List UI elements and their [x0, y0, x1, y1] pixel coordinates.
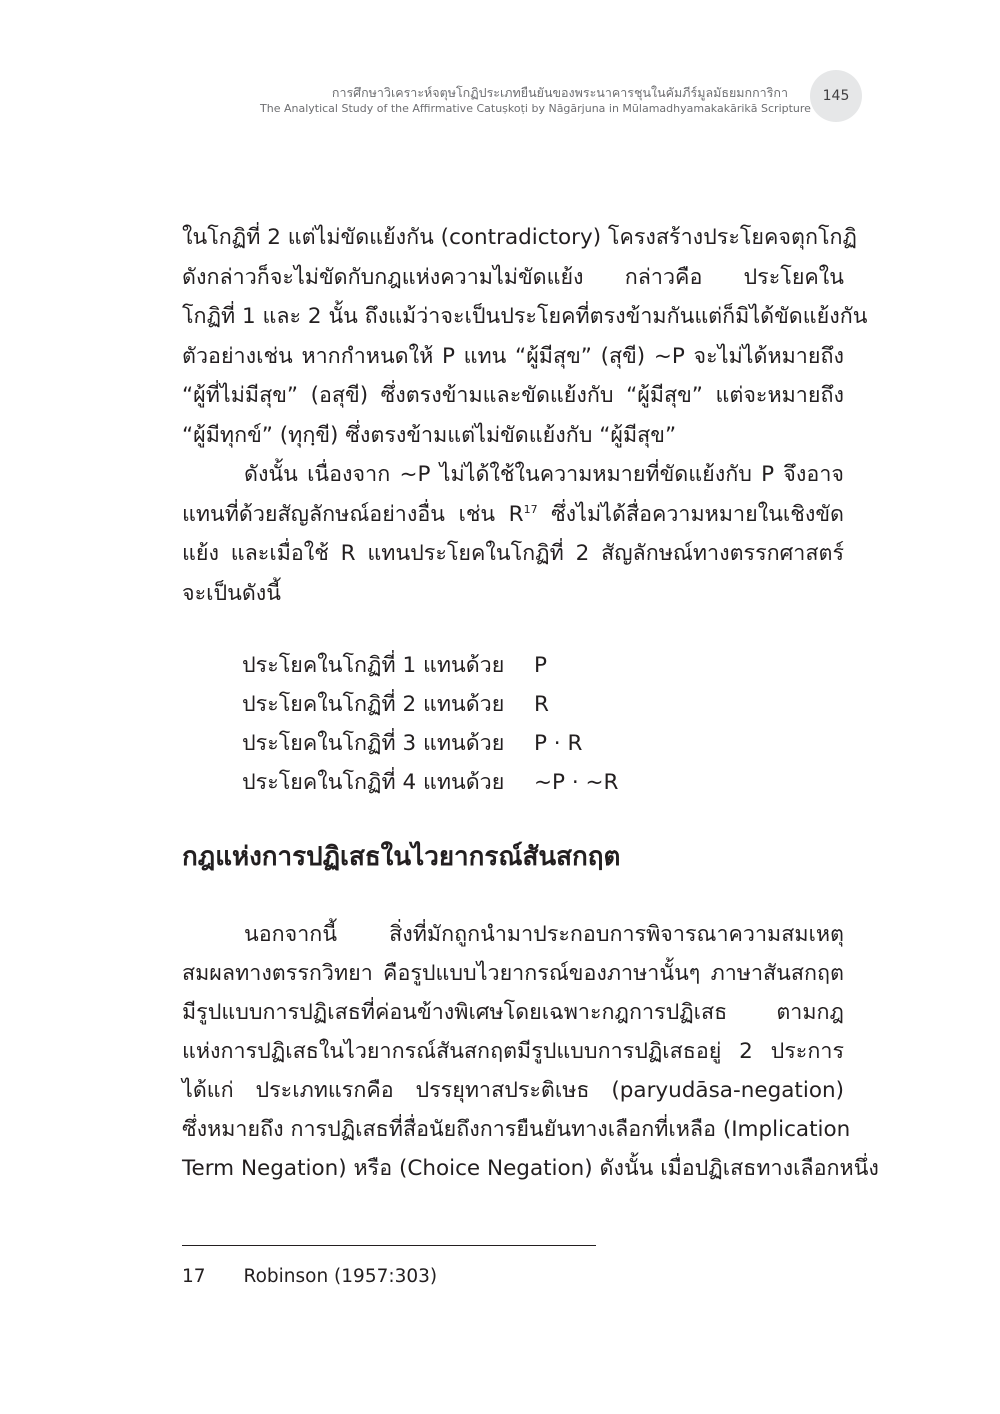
- formula-row: [242, 724, 618, 763]
- paragraph-2-line: จะเป็นดังนี้: [182, 580, 281, 606]
- text-line: ในโกฏิที่ 2 แต่ไม่ขัดแย้งกัน (contradictory) โครงสร้างประโยคจตุกโกฏิ: [182, 225, 857, 250]
- text-line: ดังกล่าวก็จะไม่ขัดกับกฎแห่งความไม่ขัดแย้ง กล่าวคือ ประโยคใน: [182, 264, 844, 290]
- formula-label: ประโยคในโกฏิที่ 4 แทนด้วย: [242, 770, 505, 795]
- formula-label: ประโยคในโกฏิที่ 3 แทนด้วย: [242, 731, 505, 756]
- text-line: สมผลทางตรรกวิทยา คือรูปแบบไวยากรณ์ของภาษานั้นๆ ภาษาสันสกฤต: [182, 961, 844, 986]
- footnote-text: Robinson (1957:303): [243, 1266, 438, 1287]
- formula-row: [242, 646, 618, 685]
- formula-row: [242, 685, 618, 724]
- text-line: ตัวอย่างเช่น หากกำหนดให้ P แทน “ผู้มีสุข” (สุขี) ~P จะไม่ได้หมายถึง: [182, 343, 844, 369]
- text-line: ซึ่งหมายถึง การปฏิเสธที่สื่อนัยถึงการยืนยันทางเลือกที่เหลือ (Implication: [182, 1117, 851, 1142]
- formula-symbol: ~P · ~R: [534, 770, 619, 795]
- header-title-english: The Analytical Study of the Affirmative Catuṣkoṭi by Nāgārjuna in Mūlamadhyamakakārikā Scripture: [260, 102, 811, 115]
- text-line: โกฏิที่ 1 และ 2 นั้น ถึงแม้ว่าจะเป็นประโยคที่ตรงข้ามกันแต่ก็มิได้ขัดแย้งกัน: [182, 304, 868, 329]
- text-line: นอกจากนี้ สิ่งที่มักถูกนำมาประกอบการพิจารณาความสมเหตุ: [244, 922, 844, 947]
- text-line: “ผู้ที่ไม่มีสุข” (อสุขี) ซึ่งตรงข้ามและขัดแย้งกับ “ผู้มีสุข” แต่จะหมายถึง: [182, 383, 844, 408]
- footnote-17: [182, 1266, 437, 1287]
- footnote-divider: [182, 1245, 596, 1246]
- header-title-thai: การศึกษาวิเคราะห์จตุษโกฏิประเภทยืนยันของพระนาคารชุนในคัมภีร์มูลมัธยมกการิกา: [331, 85, 788, 100]
- running-header: [260, 84, 811, 117]
- formula-label: ประโยคในโกฏิที่ 2 แทนด้วย: [242, 692, 505, 717]
- section-heading: กฎแห่งการปฏิเสธในไวยากรณ์สันสกฤต: [182, 842, 621, 872]
- footnote-ref-17[interactable]: 17: [523, 502, 538, 516]
- text-line: แห่งการปฏิเสธในไวยากรณ์สันสกฤตมีรูปแบบการปฏิเสธอยู่ 2 ประการ: [182, 1039, 844, 1064]
- formula-list: [242, 646, 618, 802]
- paragraph-3: [182, 915, 879, 1188]
- text-line: “ผู้มีทุกข์” (ทุกฺขี) ซึ่งตรงข้ามแต่ไม่ขัดแย้งกับ “ผู้มีสุข”: [182, 422, 677, 448]
- text-line: Term Negation) หรือ (Choice Negation) ดังนั้น เมื่อปฏิเสธทางเลือกหนึ่ง: [182, 1156, 879, 1181]
- text-line: มีรูปแบบการปฏิเสธที่ค่อนข้างพิเศษโดยเฉพาะกฎการปฏิเสธ ตามกฎ: [182, 1000, 844, 1025]
- formula-symbol: R: [534, 692, 549, 717]
- footnote-number: 17: [182, 1266, 206, 1287]
- paragraph-1: [182, 218, 868, 613]
- paragraph-2-line: ดังนั้น เนื่องจาก ~P ไม่ได้ใช้ในความหมายที่ขัดแย้งกับ P จึงอาจ: [244, 462, 844, 487]
- formula-label: ประโยคในโกฏิที่ 1 แทนด้วย: [242, 653, 505, 678]
- formula-symbol: P: [534, 653, 547, 678]
- page-number-badge: 145: [810, 70, 862, 122]
- formula-symbol: P · R: [534, 731, 583, 756]
- formula-row: [242, 763, 618, 802]
- text-line: ได้แก่ ประเภทแรกคือ ปรรยุทาสประติเษธ (paryudāsa-negation): [182, 1078, 844, 1103]
- paragraph-2-line: แย้ง และเมื่อใช้ R แทนประโยคในโกฏิที่ 2 สัญลักษณ์ทางตรรกศาสตร์: [182, 541, 844, 566]
- paragraph-2-line: แทนที่ด้วยสัญลักษณ์อย่างอื่น เช่น $R^{17}$ ซึ่งไม่ได้สื่อความหมายในเชิงขัด: [182, 501, 844, 527]
